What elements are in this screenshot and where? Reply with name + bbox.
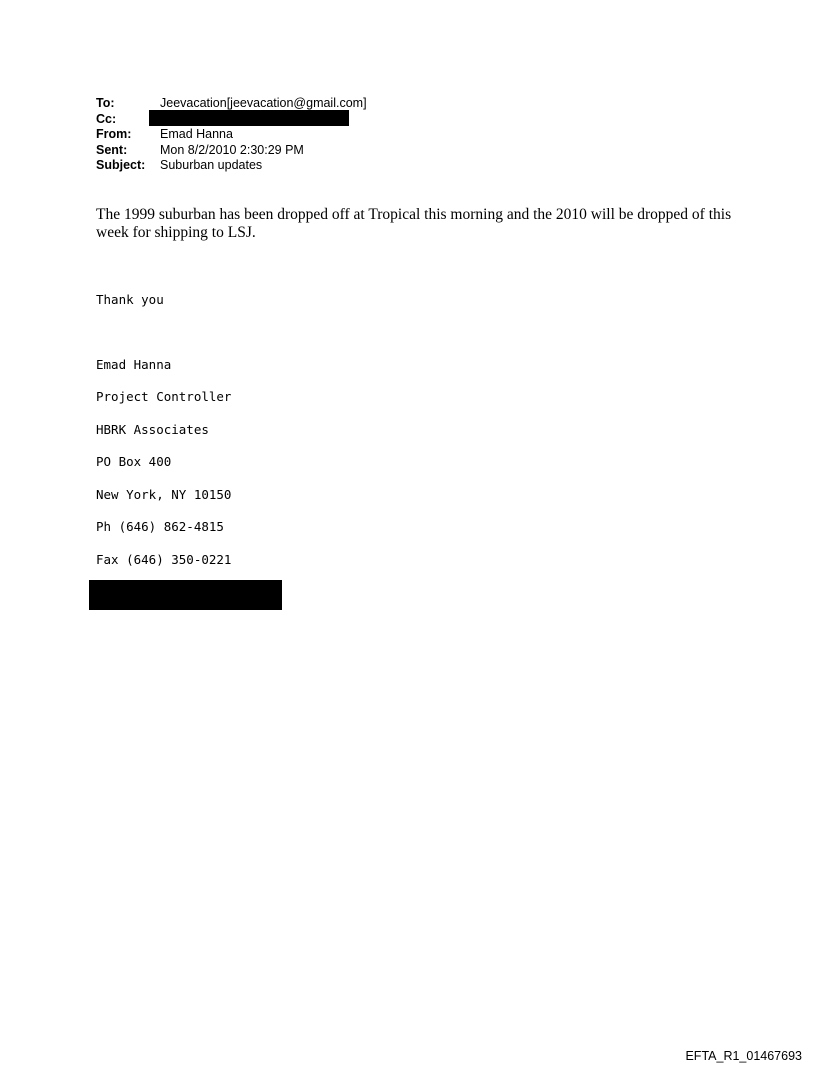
- to-value: Jeevacation[jeevacation@gmail.com]: [160, 96, 367, 110]
- signature-closing: Thank you: [96, 292, 164, 307]
- signature-title: Project Controller: [96, 389, 232, 404]
- signature-redaction-block: [89, 580, 282, 610]
- from-label: From:: [96, 127, 132, 141]
- signature-address-line2: New York, NY 10150: [96, 487, 232, 502]
- signature-address-line1: PO Box 400: [96, 454, 172, 469]
- sent-row: [96, 143, 367, 159]
- signature-name: Emad Hanna: [96, 357, 172, 372]
- subject-value: Suburban updates: [160, 158, 263, 172]
- email-header: [96, 96, 367, 174]
- signature-fax: Fax (646) 350-0221: [96, 552, 232, 567]
- document-id-footer: EFTA_R1_01467693: [685, 1049, 802, 1063]
- cc-label: Cc:: [96, 111, 117, 126]
- subject-row: [96, 158, 367, 174]
- from-value: Emad Hanna: [160, 127, 233, 141]
- to-label: To:: [96, 96, 115, 110]
- subject-label: Subject:: [96, 158, 146, 172]
- email-body-paragraph: The 1999 suburban has been dropped off at Tropical this morning and the 2010 will be dropped of this week for shipping to LSJ.: [96, 206, 732, 241]
- sent-label: Sent:: [96, 142, 128, 157]
- signature-company: HBRK Associates: [96, 422, 209, 437]
- from-row: [96, 127, 367, 143]
- sent-value: Mon 8/2/2010 2:30:29 PM: [160, 142, 304, 157]
- to-row: [96, 96, 367, 112]
- cc-row: [96, 112, 367, 128]
- signature-phone: Ph (646) 862-4815: [96, 519, 224, 534]
